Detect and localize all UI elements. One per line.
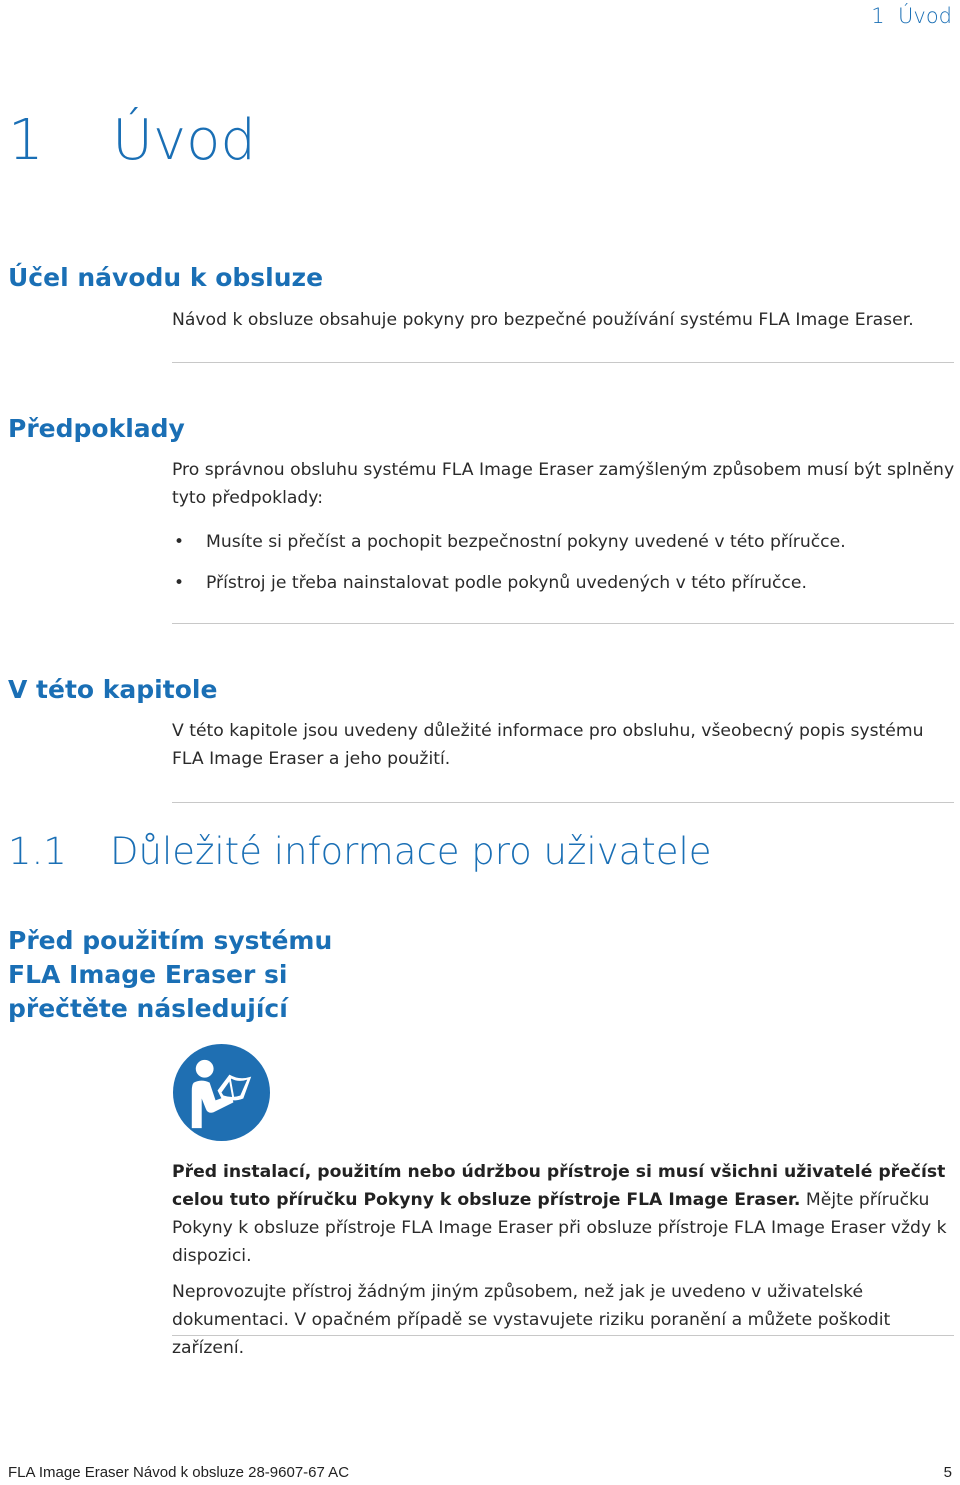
before-use-paragraph-1 bbox=[172, 1158, 956, 1270]
prerequisites-text: Pro správnou obsluhu systému FLA Image Eraser zamýšleným způsobem musí být splněny tyto předpoklady: bbox=[172, 460, 955, 508]
before-use-text bbox=[172, 1158, 956, 1370]
purpose-heading: Účel návodu k obsluze bbox=[8, 263, 324, 292]
divider bbox=[172, 623, 954, 624]
section-title-text: Důležité informace pro uživatele bbox=[110, 830, 712, 873]
list-item-text: Přístroj je třeba nainstalovat podle pokynů uvedených v této příručce. bbox=[206, 573, 807, 593]
running-head bbox=[871, 4, 952, 28]
divider bbox=[172, 1335, 954, 1336]
running-head-number: 1 bbox=[871, 4, 885, 28]
prerequisites-heading: Předpoklady bbox=[8, 414, 185, 443]
before-use-paragraph-2: Neprovozujte přístroj žádným jiným způsobem, než jak je uvedeno v uživatelské dokumentaci. V opačném případě se vystavujete riziku poranění a můžete poškodit zařízení. bbox=[172, 1282, 891, 1358]
before-use-rest: Mějte příručku Pokyny k obsluze přístroje FLA Image Eraser při obsluze přístroje FLA Image Eraser vždy k dispozici. bbox=[172, 1190, 947, 1266]
section-number: 1.1 bbox=[8, 830, 67, 873]
in-chapter-heading: V této kapitole bbox=[8, 675, 218, 704]
before-use-bold: Před instalací, použitím nebo údržbou přístroje si musí všichni uživatelé přečíst celou tuto příručku Pokyny k obsluze přístroje FLA Image Eraser. bbox=[172, 1162, 946, 1210]
divider bbox=[172, 802, 954, 803]
chapter-title-text: Úvod bbox=[112, 108, 256, 173]
section-title bbox=[8, 830, 712, 873]
chapter-title bbox=[8, 108, 256, 173]
chapter-number: 1 bbox=[8, 108, 44, 173]
list-item-text: Musíte si přečíst a pochopit bezpečnostní pokyny uvedené v této příručce. bbox=[206, 532, 846, 552]
list-item bbox=[172, 569, 956, 597]
before-use-heading: Před použitím systému FLA Image Eraser si přečtěte následující bbox=[8, 926, 333, 1023]
footer-page-number: 5 bbox=[943, 1464, 952, 1481]
bullet-icon: • bbox=[174, 532, 185, 552]
prerequisites-body bbox=[172, 456, 956, 610]
list-item bbox=[172, 528, 956, 556]
in-chapter-text: V této kapitole jsou uvedeny důležité informace pro obsluhu, všeobecný popis systému FLA Image Eraser a jeho použití. bbox=[172, 721, 924, 769]
purpose-text: Návod k obsluze obsahuje pokyny pro bezpečné používání systému FLA Image Eraser. bbox=[172, 310, 914, 330]
bullet-icon: • bbox=[174, 573, 185, 593]
footer-doc-title: FLA Image Eraser Návod k obsluze 28-9607-67 AC bbox=[8, 1464, 350, 1481]
running-head-title: Úvod bbox=[898, 4, 952, 28]
divider bbox=[172, 362, 954, 363]
prerequisites-list bbox=[172, 528, 956, 597]
read-manual-icon bbox=[172, 1043, 271, 1142]
